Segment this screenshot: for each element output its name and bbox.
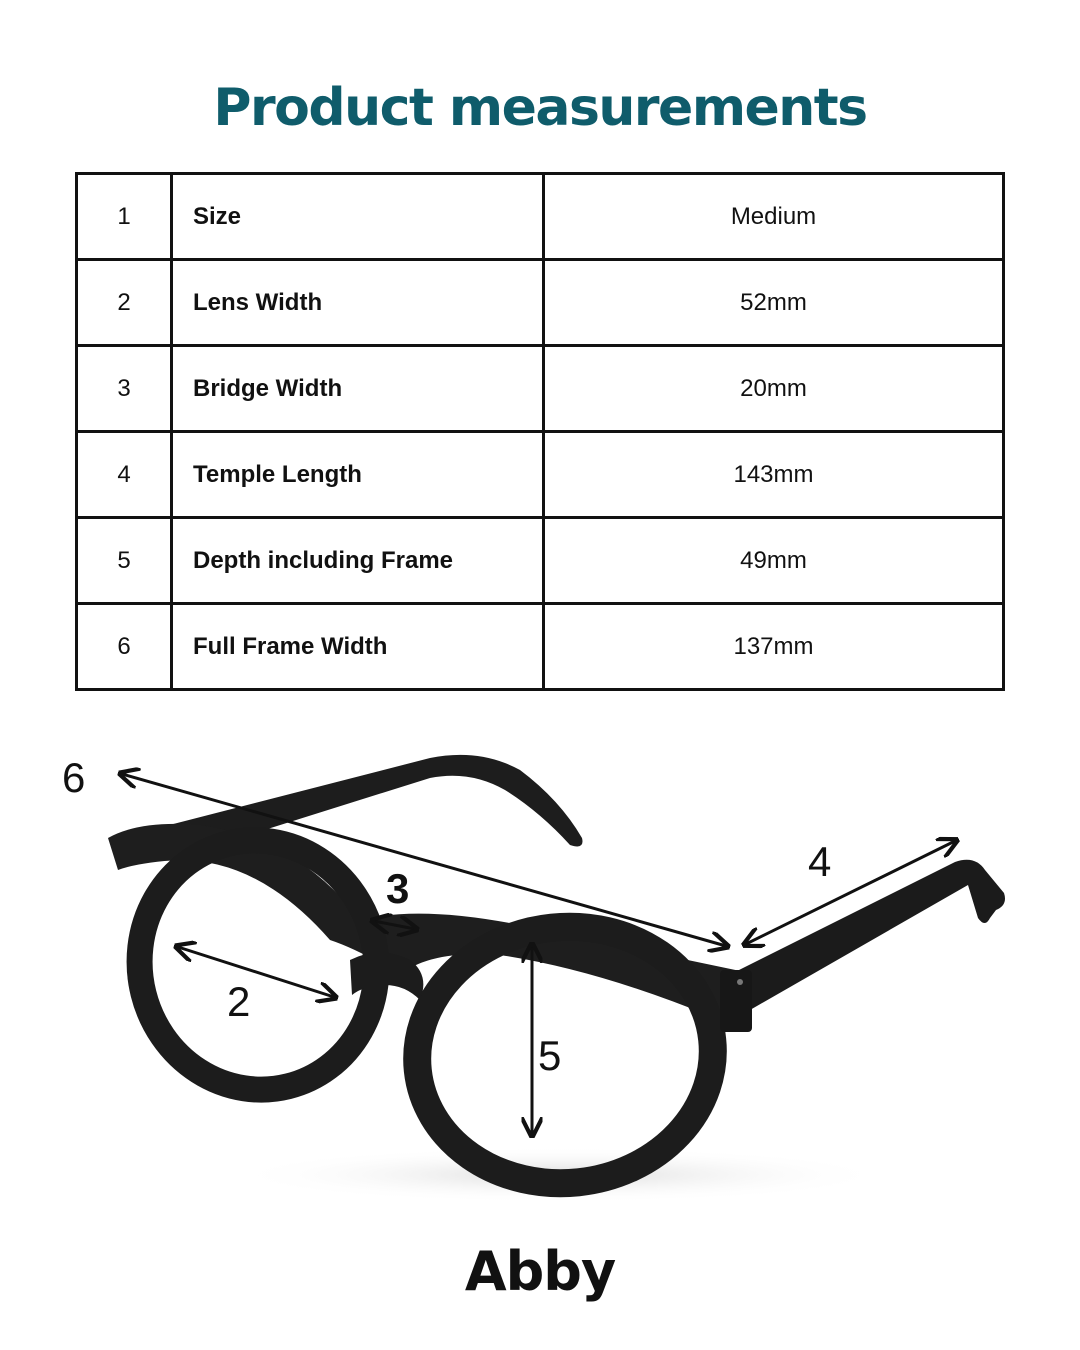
row-label: Size [172,174,544,260]
table-row [77,346,1004,432]
row-label: Depth including Frame [172,518,544,604]
row-label: Lens Width [172,260,544,346]
marker-bridge-width: 3 [386,865,410,912]
row-label: Temple Length [172,432,544,518]
row-index: 5 [77,518,172,604]
row-label: Bridge Width [172,346,544,432]
table-row [77,432,1004,518]
table-row [77,604,1004,690]
row-value: 143mm [544,432,1004,518]
row-index: 4 [77,432,172,518]
glasses-diagram [0,700,1080,1240]
table-row [77,174,1004,260]
marker-full-frame-width: 6 [62,754,86,801]
row-index: 1 [77,174,172,260]
model-name: Abby [464,1240,616,1303]
page-title: Product measurements [213,78,867,138]
row-label: Full Frame Width [172,604,544,690]
row-value: 49mm [544,518,1004,604]
row-index: 6 [77,604,172,690]
marker-depth: 5 [538,1032,562,1079]
glasses-frame [108,755,1005,1198]
marker-temple-length: 4 [808,838,832,885]
row-index: 3 [77,346,172,432]
table-row [77,260,1004,346]
row-index: 2 [77,260,172,346]
table-row [77,518,1004,604]
measurements-table [75,172,1005,691]
row-value: 137mm [544,604,1004,690]
row-value: 52mm [544,260,1004,346]
arrow-lens-width [178,947,334,997]
row-value: 20mm [544,346,1004,432]
row-value: Medium [544,174,1004,260]
marker-lens-width: 2 [227,978,251,1025]
